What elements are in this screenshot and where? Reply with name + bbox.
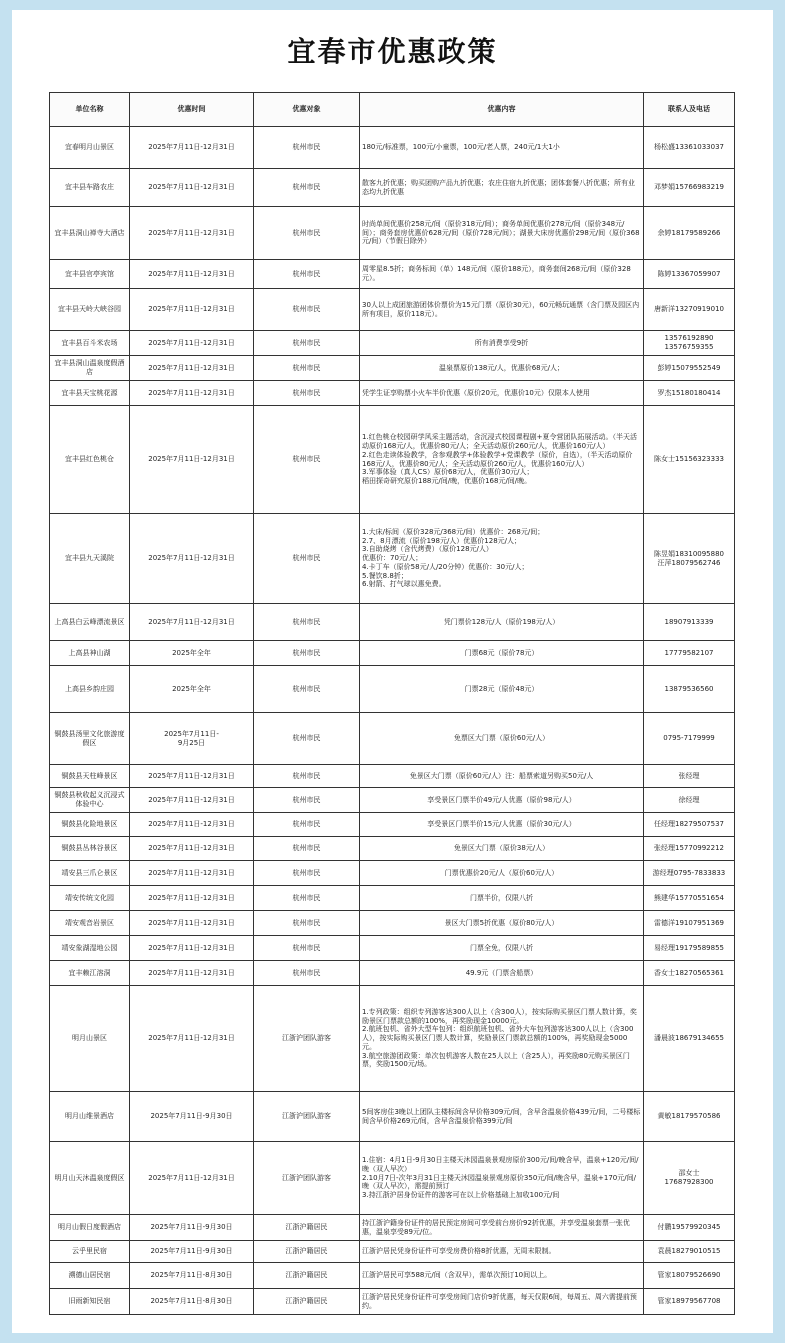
discount-time: 2025年7月11日-12月31日 xyxy=(130,169,254,207)
discount-time: 2025年全年 xyxy=(130,641,254,666)
discount-content: 门票优惠价20元/人（原价60元/人） xyxy=(360,861,644,886)
unit-name: 宜丰县九天溪院 xyxy=(50,514,130,604)
discount-target: 杭州市民 xyxy=(254,169,360,207)
discount-target: 杭州市民 xyxy=(254,331,360,356)
discount-content: 1.红色桃仓校园研学风采主题活动，含沉浸式校园课程剧+夏令营团队拓展活动。（半天活动原价168元/人，优惠价80元/人；全天活动原价260元/人，优惠价160元/人） 2.红色走读体验教学，含参观教学+体验教学+党课教学（原价，自选），（半天活动原价168元/人，优惠价80元/人；全天活动原价260元/人，优惠价160元/人） 3.军事体验（真人CS）原价68元/人，优惠价30元/人； 稻田探奇研究原价188元/间/晚，优惠价168元/间/晚。 xyxy=(360,406,644,514)
discount-target: 杭州市民 xyxy=(254,837,360,861)
discount-content: 免景区大门票（原价60元/人）注：船票索道另购买50元/人 xyxy=(360,765,644,788)
table-row xyxy=(50,604,735,641)
discount-time: 2025年7月11日-8月30日 xyxy=(130,1289,254,1315)
contact: 管家18079526690 xyxy=(644,1263,735,1289)
discount-target: 江浙沪团队游客 xyxy=(254,1142,360,1215)
discount-content: 1.住宿：4月1日-9月30日主楼天沐园温泉景观房原价300元/间/晚含早，温泉+120元/间/晚（双人早次） 2.10月7日-次年3月31日主楼天沐园温泉景观房原价350元/间/晚含早，温泉+170元/间/晚（双人早次），需提前预订 3.持江浙沪居身份证件的游客可在以上价格基础上加收100元/间 xyxy=(360,1142,644,1215)
table-row xyxy=(50,1215,735,1241)
discount-time: 2025年7月11日-12月31日 xyxy=(130,260,254,289)
contact: 罗杰15180180414 xyxy=(644,381,735,406)
discount-time: 2025年7月11日-12月31日 xyxy=(130,813,254,837)
discount-content: 时尚单间优惠价258元/间（原价318元/间）；商务单间优惠价278元/间（原价348元/间）；商务套房优惠价628元/间（原价728元/间）；湖景大床房优惠价298元/间（原价368元/间）（节假日除外） xyxy=(360,207,644,260)
contact: 唐新洋13270919010 xyxy=(644,289,735,331)
discount-time: 2025年7月11日-9月30日 xyxy=(130,1241,254,1263)
contact: 0795-7179999 xyxy=(644,713,735,765)
discount-target: 杭州市民 xyxy=(254,641,360,666)
table-row xyxy=(50,713,735,765)
header-contact: 联系人及电话 xyxy=(644,93,735,127)
discount-target: 杭州市民 xyxy=(254,514,360,604)
discount-time: 2025年7月11日-12月31日 xyxy=(130,861,254,886)
table-row xyxy=(50,331,735,356)
discount-target: 杭州市民 xyxy=(254,260,360,289)
discount-content: 江浙沪居民凭身份证件可享受房间门店价9折优惠，每天仅限6间，每周五、周六需提前预约。 xyxy=(360,1289,644,1315)
header-unit-name: 单位名称 xyxy=(50,93,130,127)
unit-name: 宜丰县洞山禅寺大酒店 xyxy=(50,207,130,260)
table-row xyxy=(50,356,735,381)
unit-name: 上高县乡韵庄园 xyxy=(50,666,130,713)
discount-time: 2025年7月11日-12月31日 xyxy=(130,986,254,1092)
policy-sheet xyxy=(12,10,773,1333)
contact: 邓梦娟15766983219 xyxy=(644,169,735,207)
table-row xyxy=(50,911,735,936)
discount-time: 2025年7月11日-12月31日 xyxy=(130,837,254,861)
discount-content: 门票半价，仅限八折 xyxy=(360,886,644,911)
discount-content: 凭学生证享购票小火车半价优惠（原价20元，优惠价10元）仅限本人使用 xyxy=(360,381,644,406)
contact: 杨松盛13361033037 xyxy=(644,127,735,169)
unit-name: 宜丰县车路农庄 xyxy=(50,169,130,207)
discount-content: 49.9元（门票含船票） xyxy=(360,961,644,986)
discount-content: 免景区大门票（原价38元/人） xyxy=(360,837,644,861)
unit-name: 宜春明月山景区 xyxy=(50,127,130,169)
unit-name: 云乎里民宿 xyxy=(50,1241,130,1263)
unit-name: 上高县白云峰漂流景区 xyxy=(50,604,130,641)
discount-target: 杭州市民 xyxy=(254,207,360,260)
discount-time: 2025年7月11日-12月31日 xyxy=(130,514,254,604)
contact: 余婷18179589266 xyxy=(644,207,735,260)
unit-name: 宜丰县官亭宾馆 xyxy=(50,260,130,289)
table-row xyxy=(50,1241,735,1263)
table-row xyxy=(50,406,735,514)
discount-time: 2025年7月11日-12月31日 xyxy=(130,788,254,813)
contact: 陈女士15156323333 xyxy=(644,406,735,514)
discount-content: 所有消费享受9折 xyxy=(360,331,644,356)
table-row xyxy=(50,260,735,289)
discount-time: 2025年7月11日-9月30日 xyxy=(130,1215,254,1241)
discount-content: 1.大床/标间（原价328元/368元/间）优惠价：268元/间； 2.7、8月漂流（原价198元/人）优惠价128元/人； 3.自助烧烤（含代烤费）（原价128元/人） 优惠价：70元/人； 4.卡丁车（原价58元/人/20分钟）优惠价：30元/人； 5.餐饮8.8折； 6.射箭、打气球以惠免费。 xyxy=(360,514,644,604)
discount-time: 2025年7月11日-12月31日 xyxy=(130,331,254,356)
unit-name: 靖安县三爪仑景区 xyxy=(50,861,130,886)
discount-target: 杭州市民 xyxy=(254,961,360,986)
discount-time: 2025年7月11日-12月31日 xyxy=(130,406,254,514)
unit-name: 铜鼓县化险地景区 xyxy=(50,813,130,837)
table-row xyxy=(50,1142,735,1215)
contact: 陈昱娟18310095880 汪萍18079562746 xyxy=(644,514,735,604)
table-row xyxy=(50,788,735,813)
discount-target: 杭州市民 xyxy=(254,861,360,886)
discount-time: 2025年7月11日-9月30日 xyxy=(130,1092,254,1142)
discount-target: 杭州市民 xyxy=(254,356,360,381)
discount-target: 杭州市民 xyxy=(254,813,360,837)
contact: 彭婷15079552549 xyxy=(644,356,735,381)
discount-target: 江浙沪籍居民 xyxy=(254,1289,360,1315)
unit-name: 宜丰县天岭大峡谷园 xyxy=(50,289,130,331)
discount-content: 门票28元（原价48元） xyxy=(360,666,644,713)
page-title: 宜春市优惠政策 xyxy=(287,35,498,68)
unit-name: 靖安传统文化园 xyxy=(50,886,130,911)
discount-target: 江浙沪团队游客 xyxy=(254,986,360,1092)
header-discount-time: 优惠时间 xyxy=(130,93,254,127)
policy-table xyxy=(49,92,735,1315)
table-row xyxy=(50,514,735,604)
contact: 袁晨18279010515 xyxy=(644,1241,735,1263)
discount-time: 2025年7月11日-12月31日 xyxy=(130,961,254,986)
discount-target: 江浙沪籍居民 xyxy=(254,1241,360,1263)
contact: 熊建华15770551654 xyxy=(644,886,735,911)
discount-target: 杭州市民 xyxy=(254,604,360,641)
contact: 易经理19179589855 xyxy=(644,936,735,961)
contact: 任经理18279507537 xyxy=(644,813,735,837)
unit-name: 宜丰赖江溶洞 xyxy=(50,961,130,986)
discount-content: 周零星8.5折；商务标间（单）148元/间（原价188元），商务套间268元/间（原价328元）。 xyxy=(360,260,644,289)
discount-time: 2025年7月11日-8月30日 xyxy=(130,1263,254,1289)
contact: 张经理 xyxy=(644,765,735,788)
discount-target: 杭州市民 xyxy=(254,289,360,331)
unit-name: 溯德山居民宿 xyxy=(50,1263,130,1289)
table-row xyxy=(50,1263,735,1289)
discount-target: 杭州市民 xyxy=(254,127,360,169)
table-row xyxy=(50,765,735,788)
discount-time: 2025年7月11日-12月31日 xyxy=(130,381,254,406)
discount-target: 江浙沪团队游客 xyxy=(254,1092,360,1142)
discount-content: 江浙沪居民凭身份证件可享受房费价格8折优惠，无周末限制。 xyxy=(360,1241,644,1263)
header-discount-content: 优惠内容 xyxy=(360,93,644,127)
unit-name: 铜鼓县丛林谷景区 xyxy=(50,837,130,861)
header-discount-target: 优惠对象 xyxy=(254,93,360,127)
discount-content: 门票全免，仅限八折 xyxy=(360,936,644,961)
contact: 管家18979567708 xyxy=(644,1289,735,1315)
table-row xyxy=(50,837,735,861)
unit-name: 靖安象湖湿地公园 xyxy=(50,936,130,961)
discount-time: 2025年7月11日-12月31日 xyxy=(130,765,254,788)
discount-target: 杭州市民 xyxy=(254,713,360,765)
contact: 徐经理 xyxy=(644,788,735,813)
discount-target: 杭州市民 xyxy=(254,788,360,813)
unit-name: 宜丰县洞山温泉度假酒店 xyxy=(50,356,130,381)
table-row xyxy=(50,886,735,911)
discount-content: 免票区大门票（原价60元/人） xyxy=(360,713,644,765)
unit-name: 宜丰县红色桃仓 xyxy=(50,406,130,514)
unit-name: 上高县神山湖 xyxy=(50,641,130,666)
discount-content: 景区大门票5折优惠（原价80元/人） xyxy=(360,911,644,936)
discount-time: 2025年7月11日- 9月25日 xyxy=(130,713,254,765)
discount-time: 2025年7月11日-12月31日 xyxy=(130,886,254,911)
discount-content: 1.专列政策：组织专列游客达300人以上（含300人），按实际购买景区门票人数计算，奖励景区门票款总额的100%，再奖励现金10000元。 2.航班包机、省外大型车包列：组织航班包机、省外大车包列游客达300人以上（含300人），按实际购买景区门票人数计算，奖励景区门票款总额的100%，再奖励现金5000元。 3.航空旅游团政策：单次包机游客人数在25人以上（含25人），再奖励80元购买景区门票，奖励1500元/场。 xyxy=(360,986,644,1092)
contact: 13576192890 13576759355 xyxy=(644,331,735,356)
table-row xyxy=(50,936,735,961)
unit-name: 宜丰县天宝桃花源 xyxy=(50,381,130,406)
discount-content: 180元/标准票，100元/小童票，100元/老人票，240元/1大1小 xyxy=(360,127,644,169)
table-row xyxy=(50,207,735,260)
contact: 18907913339 xyxy=(644,604,735,641)
discount-time: 2025年7月11日-12月31日 xyxy=(130,356,254,381)
discount-target: 杭州市民 xyxy=(254,666,360,713)
unit-name: 明月山维景酒店 xyxy=(50,1092,130,1142)
contact: 陈婷13367059907 xyxy=(644,260,735,289)
discount-target: 杭州市民 xyxy=(254,406,360,514)
discount-content: 温泉票原价138元/人，优惠价68元/人； xyxy=(360,356,644,381)
discount-content: 5间客房住3晚以上团队主楼标间含早价格309元/间，含早含温泉价格439元/间，二号楼标间含早价格269元/间，含早含温泉价格399元/间 xyxy=(360,1092,644,1142)
table-row xyxy=(50,169,735,207)
discount-target: 杭州市民 xyxy=(254,936,360,961)
discount-target: 杭州市民 xyxy=(254,911,360,936)
contact: 13879536560 xyxy=(644,666,735,713)
discount-target: 杭州市民 xyxy=(254,381,360,406)
contact: 邵女士 17687928300 xyxy=(644,1142,735,1215)
unit-name: 靖安观音岩景区 xyxy=(50,911,130,936)
contact: 付鹏19579920345 xyxy=(644,1215,735,1241)
discount-target: 江浙沪籍居民 xyxy=(254,1263,360,1289)
discount-time: 2025年7月11日-12月31日 xyxy=(130,911,254,936)
unit-name: 铜鼓县秋收起义沉浸式体验中心 xyxy=(50,788,130,813)
table-row xyxy=(50,381,735,406)
discount-content: 享受景区门票半价15元/人优惠（原价30元/人） xyxy=(360,813,644,837)
contact: 香女士18270565361 xyxy=(644,961,735,986)
contact: 黄敏18179570586 xyxy=(644,1092,735,1142)
contact: 17779582107 xyxy=(644,641,735,666)
discount-time: 2025年7月11日-12月31日 xyxy=(130,604,254,641)
discount-time: 2025年全年 xyxy=(130,666,254,713)
discount-time: 2025年7月11日-12月31日 xyxy=(130,207,254,260)
table-row xyxy=(50,289,735,331)
discount-time: 2025年7月11日-12月31日 xyxy=(130,936,254,961)
discount-content: 享受景区门票半价49元/人优惠（原价98元/人） xyxy=(360,788,644,813)
contact: 潘晨波18679134655 xyxy=(644,986,735,1092)
discount-time: 2025年7月11日-12月31日 xyxy=(130,289,254,331)
discount-target: 杭州市民 xyxy=(254,765,360,788)
unit-name: 旧雨新知民宿 xyxy=(50,1289,130,1315)
table-header-row xyxy=(50,93,735,127)
table-row xyxy=(50,666,735,713)
discount-content: 门票68元（原价78元） xyxy=(360,641,644,666)
discount-content: 30人以上成团旅游团体价票价为15元门票（原价30元），60元畅玩通票（含门票及园区内所有项目，原价118元）。 xyxy=(360,289,644,331)
discount-content: 持江浙沪籍身份证件的居民预定房间可享受前台房价92折优惠，并享受温泉套票一张优惠，温泉享受89元/位。 xyxy=(360,1215,644,1241)
table-row xyxy=(50,127,735,169)
table-row xyxy=(50,861,735,886)
table-row xyxy=(50,986,735,1092)
unit-name: 明月山景区 xyxy=(50,986,130,1092)
unit-name: 明月山天沐温泉度假区 xyxy=(50,1142,130,1215)
table-row xyxy=(50,641,735,666)
discount-target: 江浙沪籍居民 xyxy=(254,1215,360,1241)
unit-name: 明月山假日度假酒店 xyxy=(50,1215,130,1241)
discount-content: 江浙沪居民可享588元/间（含双早），需单次预订10间以上。 xyxy=(360,1263,644,1289)
contact: 雷德洋19107951369 xyxy=(644,911,735,936)
discount-content: 凭门票价128元/人（原价198元/人） xyxy=(360,604,644,641)
unit-name: 宜丰县百斗米农场 xyxy=(50,331,130,356)
table-row xyxy=(50,961,735,986)
contact: 张经理15770992212 xyxy=(644,837,735,861)
table-row xyxy=(50,1092,735,1142)
discount-time: 2025年7月11日-12月31日 xyxy=(130,127,254,169)
discount-time: 2025年7月11日-12月31日 xyxy=(130,1142,254,1215)
contact: 游经理0795-7833833 xyxy=(644,861,735,886)
unit-name: 铜鼓县汤里文化旅游度假区 xyxy=(50,713,130,765)
table-row xyxy=(50,1289,735,1315)
discount-target: 杭州市民 xyxy=(254,886,360,911)
discount-content: 散客九折优惠；购买团购产品九折优惠；农庄住宿九折优惠；团体套餐八折优惠；所有业态均九折优惠 xyxy=(360,169,644,207)
table-row xyxy=(50,813,735,837)
unit-name: 铜鼓县天柱峰景区 xyxy=(50,765,130,788)
